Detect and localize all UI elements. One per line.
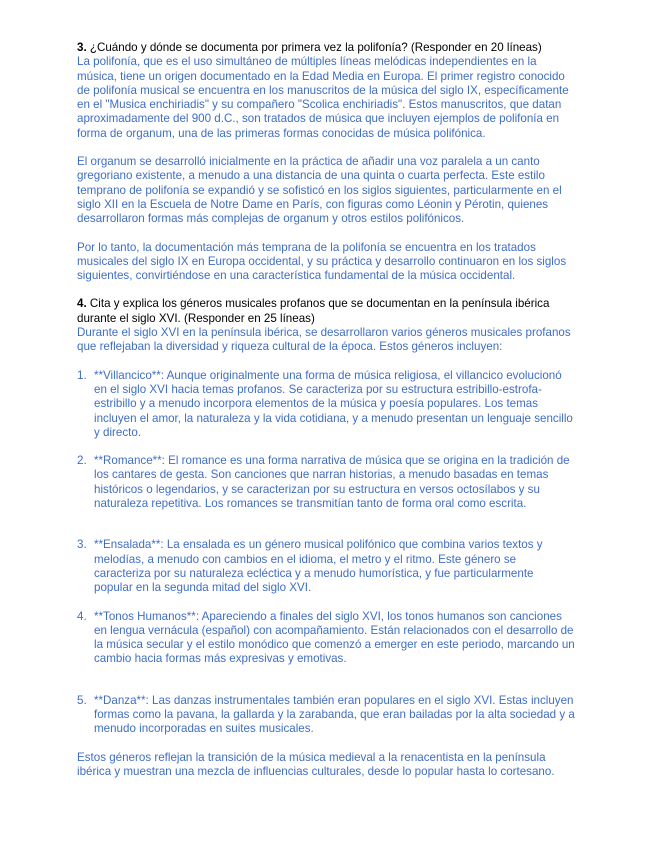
list-item-number: 2.	[77, 454, 87, 468]
list-item-text: **Villancico**: Aunque originalmente una forma de música religiosa, el villancico evolucionó en el siglo XVI hacia temas profanos. Se caracteriza por su estructura estribillo-estrofa-estribillo y a menudo incorpora elementos de la música y poesía populares. Los temas incluyen el amor, la naturaleza y la vida cotidiana, y a menudo presentan un lenguaje sencillo y directo.	[94, 368, 573, 439]
question-4-number: 4.	[77, 297, 87, 311]
list-item-number: 1.	[77, 368, 87, 382]
list-item-text: **Romance**: El romance es una forma narrativa de música que se origina en la tradición de los cantares de gesta. Son canciones que narran historias, a menudo basadas en temas históricos o legendarios, y se caracterizan por su estructura en versos octosílabos y su naturaleza repetitiva. Los romances se transmitían tanto de forma oral como escrita.	[94, 454, 570, 511]
answer-4-intro: Durante el siglo XVI en la península ibérica, se desarrollaron varios géneros musicales profanos que reflejaban la diversidad y riqueza cultural de la época. Estos géneros incluyen:	[77, 326, 571, 354]
document-page	[77, 41, 575, 779]
answer-3-paragraph-1: La polifonía, que es el uso simultáneo de múltiples líneas melódicas independientes en la música, tiene un origen documentado en la Edad Media en Europa. El primer registro conocido de polifonía musical se encuentra en los manuscritos de la música del siglo IX, específicamente en el "Musica enchiriadis" y su compañero "Scolica enchiriadis". Estos manuscritos, que datan aproximadamente del 900 d.C., son tratados de música que incluyen ejemplos de polifonía en forma de organum, una de las primeras formas conocidas de música polifónica.	[77, 55, 569, 140]
question-3-number: 3.	[77, 41, 87, 54]
list-item-number: 3.	[77, 538, 87, 552]
answer-4-conclusion: Estos géneros reflejan la transición de la música medieval a la renacentista en la península ibérica y muestran una mezcla de influencias culturales, desde lo popular hasta lo cortesano.	[77, 750, 555, 778]
list-item	[77, 538, 575, 595]
list-item-text: **Tonos Humanos**: Apareciendo a finales del siglo XVI, los tonos humanos son canciones en lengua vernácula (español) con acompañamiento. Están relacionados con el desarrollo de la música secular y el estilo monódico que comenzó a emerger en este periodo, marcando un cambio hacia formas más expresivas y emotivas.	[94, 609, 575, 666]
question-4	[77, 297, 575, 326]
question-4-text: Cita y explica los géneros musicales profanos que se documentan en la península ibérica durante el siglo XVI. (Responder en 25 líneas)	[77, 297, 550, 325]
list-item	[77, 610, 575, 667]
list-item	[77, 369, 575, 440]
list-item-text: **Ensalada**: La ensalada es un género musical polifónico que combina varios textos y melodías, a menudo con cambios en el idioma, el metro y el ritmo. Este género se caracteriza por su naturaleza ecléctica y a menudo humorística, y fue particularmente popular en la segunda mitad del siglo XVI.	[94, 538, 543, 595]
spacer	[77, 227, 575, 241]
spacer	[77, 355, 575, 369]
spacer	[77, 440, 575, 454]
spacer	[77, 511, 575, 538]
question-3	[77, 41, 575, 55]
answer-3-paragraph-2: El organum se desarrolló inicialmente en la práctica de añadir una voz paralela a un canto gregoriano existente, a menudo a una distancia de una quinta o cuarta perfecta. Este estilo temprano de polifonía se expandió y se sofisticó en los siglos siguientes, particularmente en el siglo XII en la Escuela de Notre Dame en París, con figuras como Léonin y Pérotin, quienes desarrollaron formas más complejas de organum y otros estilos polifónicos.	[77, 155, 562, 226]
list-item-text: **Danza**: Las danzas instrumentales también eran populares en el siglo XVI. Estas incluyen formas como la pavana, la gallarda y la zarabanda, que eran bailadas por la alta sociedad y a menudo incorporadas en suites musicales.	[94, 693, 575, 736]
list-item-number: 5.	[77, 693, 87, 707]
spacer	[77, 667, 575, 694]
question-3-text: ¿Cuándo y dónde se documenta por primera vez la polifonía? (Responder en 20 líneas)	[89, 41, 542, 54]
list-item-number: 4.	[77, 609, 87, 623]
spacer	[77, 596, 575, 610]
answer-3-paragraph-3: Por lo tanto, la documentación más temprana de la polifonía se encuentra en los tratados musicales del siglo IX en Europa occidental, y su práctica y desarrollo continuaron en los siglos siguientes, convirtiéndose en una característica fundamental de la música occidental.	[77, 240, 567, 283]
list-item	[77, 454, 575, 511]
list-item	[77, 694, 575, 737]
spacer	[77, 141, 575, 155]
spacer	[77, 283, 575, 297]
spacer	[77, 737, 575, 751]
